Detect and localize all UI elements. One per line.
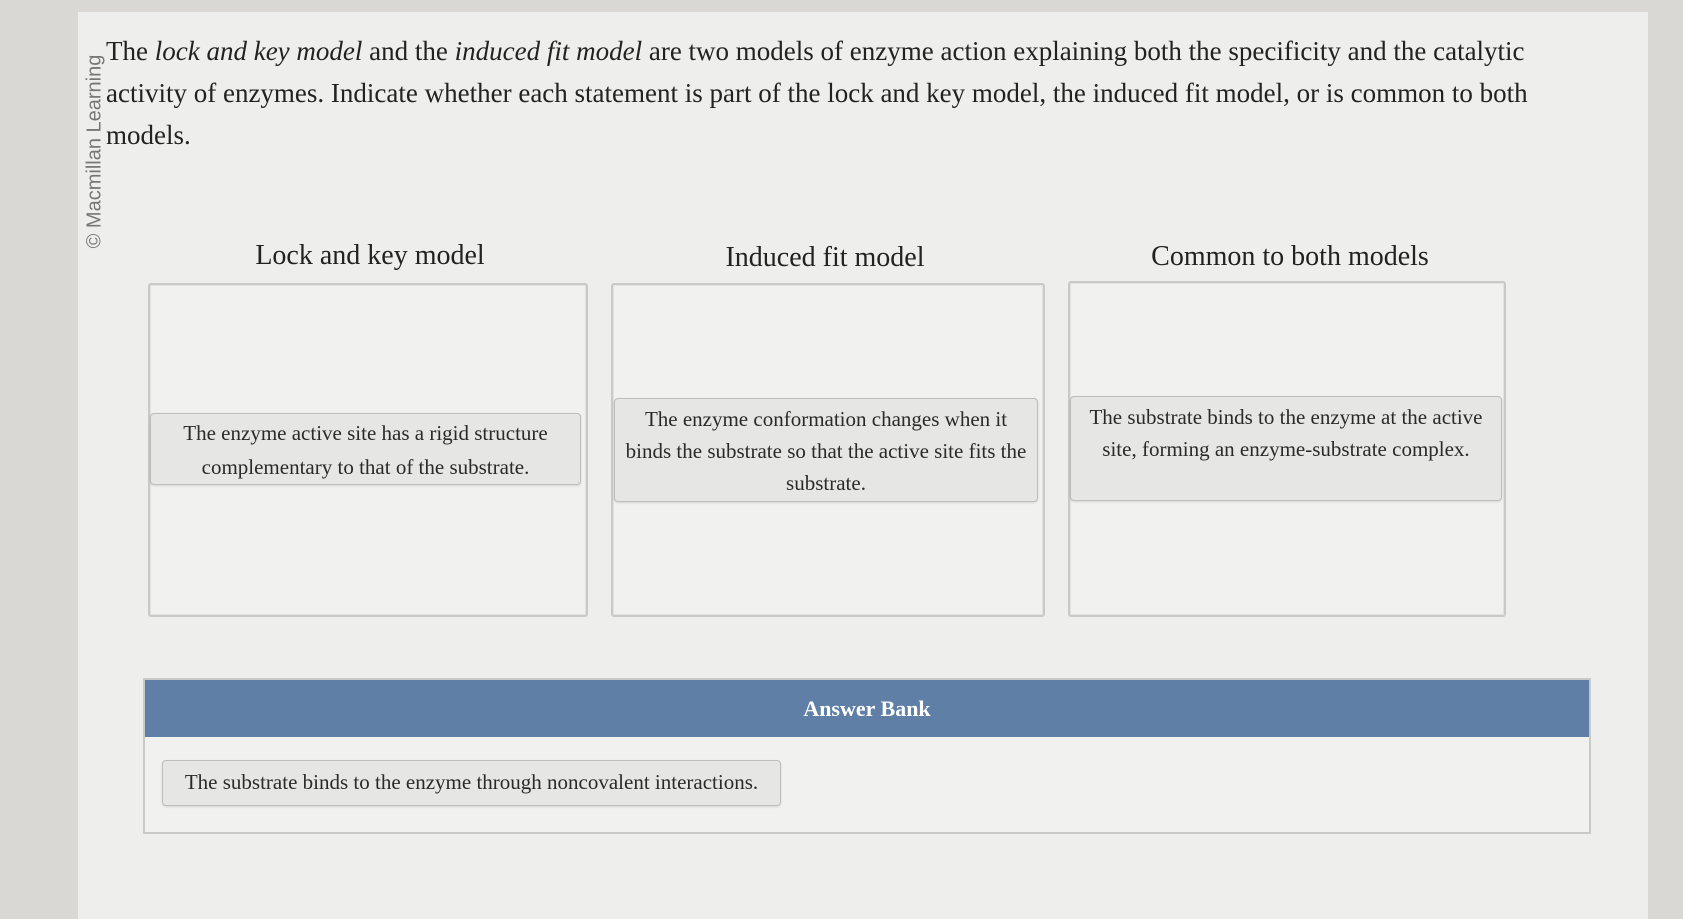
prompt-text-1: The xyxy=(106,36,155,66)
prompt-term-induced-fit: induced fit model xyxy=(454,36,643,66)
answer-card-conformation-change[interactable]: The enzyme conformation changes when it binds the substrate so that the active site fits the substrate. xyxy=(614,398,1038,502)
question-prompt xyxy=(106,30,1576,156)
answer-card-rigid-active-site[interactable]: The enzyme active site has a rigid structure complementary to that of the substrate. xyxy=(150,413,581,485)
watermark-text: © Macmillan Learning xyxy=(83,54,106,249)
prompt-text-2: and the xyxy=(362,36,455,66)
heading-lock-and-key: Lock and key model xyxy=(255,240,485,271)
answer-bank-title: Answer Bank xyxy=(145,680,1589,737)
answer-bank[interactable] xyxy=(143,678,1591,834)
heading-induced-fit: Induced fit model xyxy=(725,242,925,273)
heading-common-both: Common to both models xyxy=(1151,241,1429,272)
answer-card-enzyme-substrate-complex[interactable]: The substrate binds to the enzyme at the active site, forming an enzyme-substrate complex. xyxy=(1070,396,1502,501)
prompt-text-3: are two models of enzyme action explaining both the specificity and the catalytic activity of enzymes. Indicate whether each statement is part of the lock and key model, the induced fit model, or is common to both models. xyxy=(106,36,1528,150)
prompt-term-lock-key: lock and key model xyxy=(154,36,363,66)
answer-card-noncovalent-interactions[interactable]: The substrate binds to the enzyme through noncovalent interactions. xyxy=(162,760,781,806)
